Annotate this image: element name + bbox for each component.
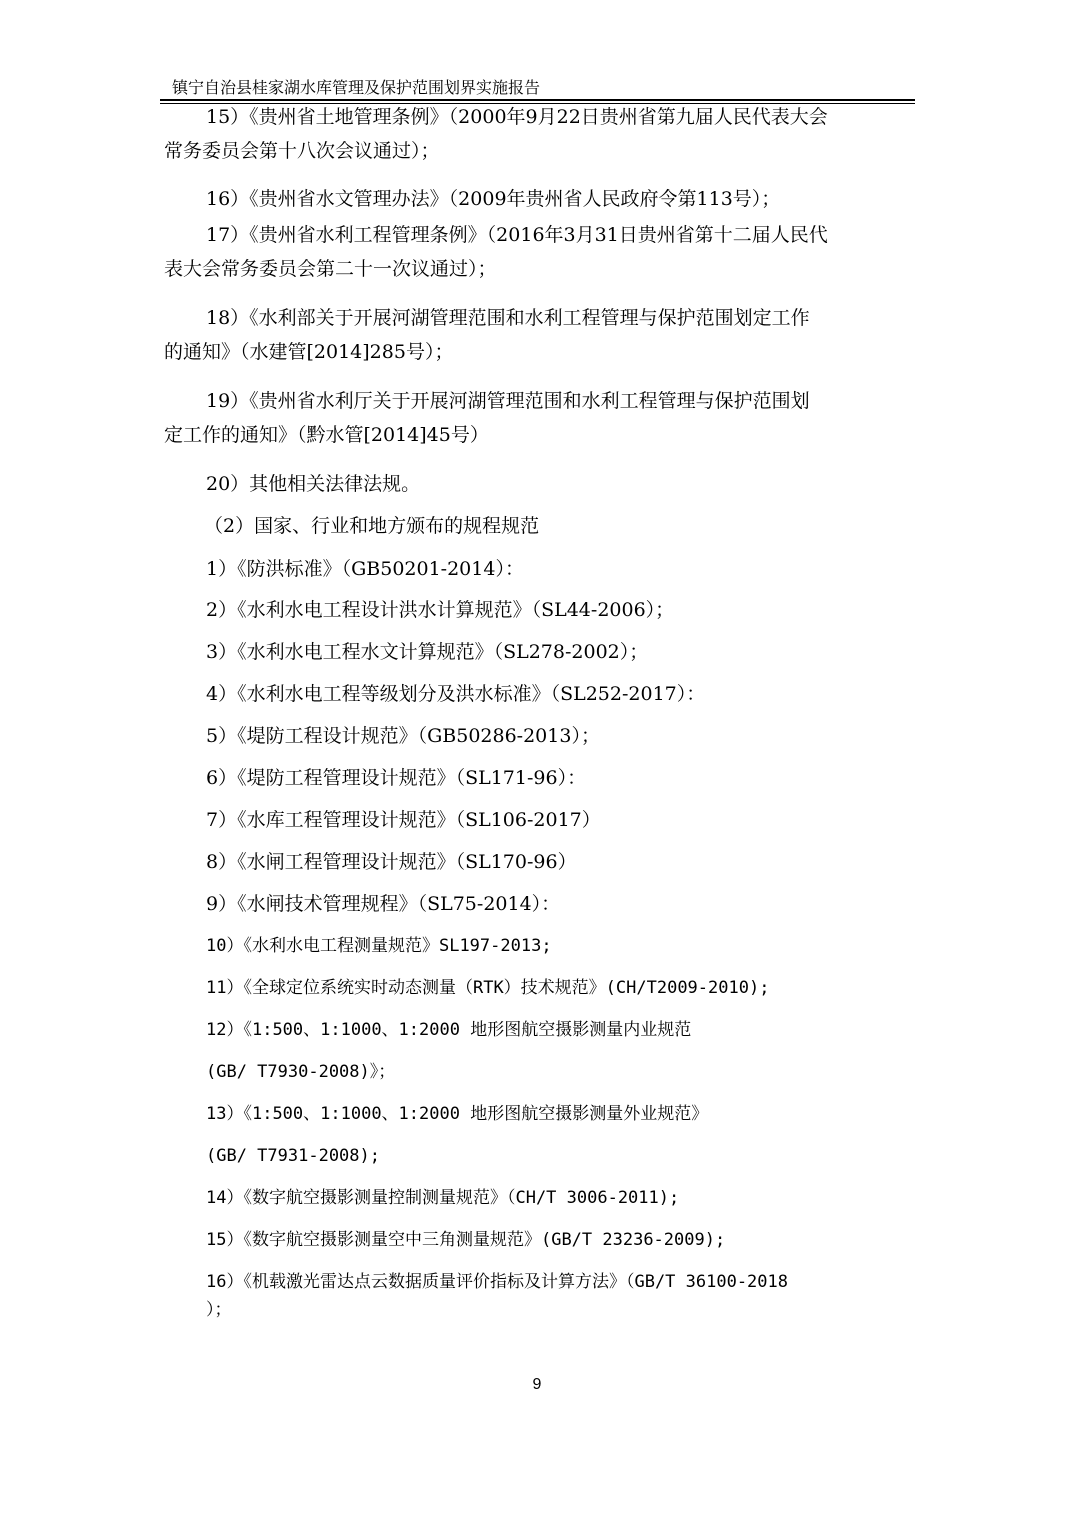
- text-line: 1）《防洪标准》（GB50201-2014）：: [206, 558, 524, 580]
- text-line: 12）《1:500、1:1000、1:2000 地形图航空摄影测量内业规范: [206, 1020, 692, 1040]
- text-line: 4）《水利水电工程等级划分及洪水标准》（SL252-2017）：: [206, 683, 706, 705]
- header-rule: [160, 99, 915, 101]
- text-line: 15）《数字航空摄影测量空中三角测量规范》(GB/T 23236-2009);: [206, 1230, 726, 1250]
- text-line: (GB/ T7930-2008)》；: [206, 1062, 396, 1082]
- text-line: 14）《数字航空摄影测量控制测量规范》（CH/T 3006-2011);: [206, 1188, 680, 1208]
- text-line: 8）《水闸工程管理设计规范》（SL170-96）: [206, 851, 577, 873]
- text-line: 19）《贵州省水利厅关于开展河湖管理范围和水利工程管理与保护范围划: [206, 390, 810, 412]
- text-line: 11）《全球定位系统实时动态测量（RTK）技术规范》(CH/T2009-2010);: [206, 978, 770, 998]
- text-line: 16）《机载激光雷达点云数据质量评价指标及计算方法》（GB/T 36100-2018: [206, 1272, 788, 1292]
- text-line: 18）《水利部关于开展河湖管理范围和水利工程管理与保护范围划定工作: [206, 307, 810, 329]
- text-line: 常务委员会第十八次会议通过）；: [164, 140, 440, 162]
- text-line: 9）《水闸技术管理规程》（SL75-2014）：: [206, 893, 561, 915]
- text-line: 17）《贵州省水利工程管理条例》（2016年3月31日贵州省第十二届人民代: [206, 224, 828, 246]
- text-line: 6）《堤防工程管理设计规范》（SL171-96）：: [206, 767, 587, 789]
- text-line: 5）《堤防工程设计规范》（GB50286-2013）；: [206, 725, 600, 747]
- text-line: 表大会常务委员会第二十一次议通过）；: [164, 258, 497, 280]
- running-header: 镇宁自治县桂家湖水库管理及保护范围划界实施报告: [172, 78, 541, 97]
- text-line: 的通知》（水建管[2014]285号）；: [164, 341, 454, 363]
- text-line: 20）其他相关法律法规。: [206, 473, 421, 495]
- text-line: 7）《水库工程管理设计规范》（SL106-2017）: [206, 809, 601, 831]
- page-number: 9: [532, 1376, 542, 1393]
- text-line: 16）《贵州省水文管理办法》（2009年贵州省人民政府令第113号）；: [206, 188, 781, 210]
- text-line: 定工作的通知》（黔水管[2014]45号）: [164, 424, 489, 446]
- text-line: 3）《水利水电工程水文计算规范》（SL278-2002）；: [206, 641, 649, 663]
- text-line: (GB/ T7931-2008);: [206, 1146, 380, 1166]
- text-line: 15）《贵州省土地管理条例》（2000年9月22日贵州省第九届人民代表大会: [206, 106, 828, 128]
- text-line: 13）《1:500、1:1000、1:2000 地形图航空摄影测量外业规范》: [206, 1104, 709, 1124]
- text-line: 2）《水利水电工程设计洪水计算规范》（SL44-2006）；: [206, 599, 675, 621]
- text-line: 10）《水利水电工程测量规范》SL197-2013;: [206, 936, 552, 956]
- text-line: ）；: [206, 1300, 232, 1320]
- section-heading: （2）国家、行业和地方颁布的规程规范: [204, 515, 540, 537]
